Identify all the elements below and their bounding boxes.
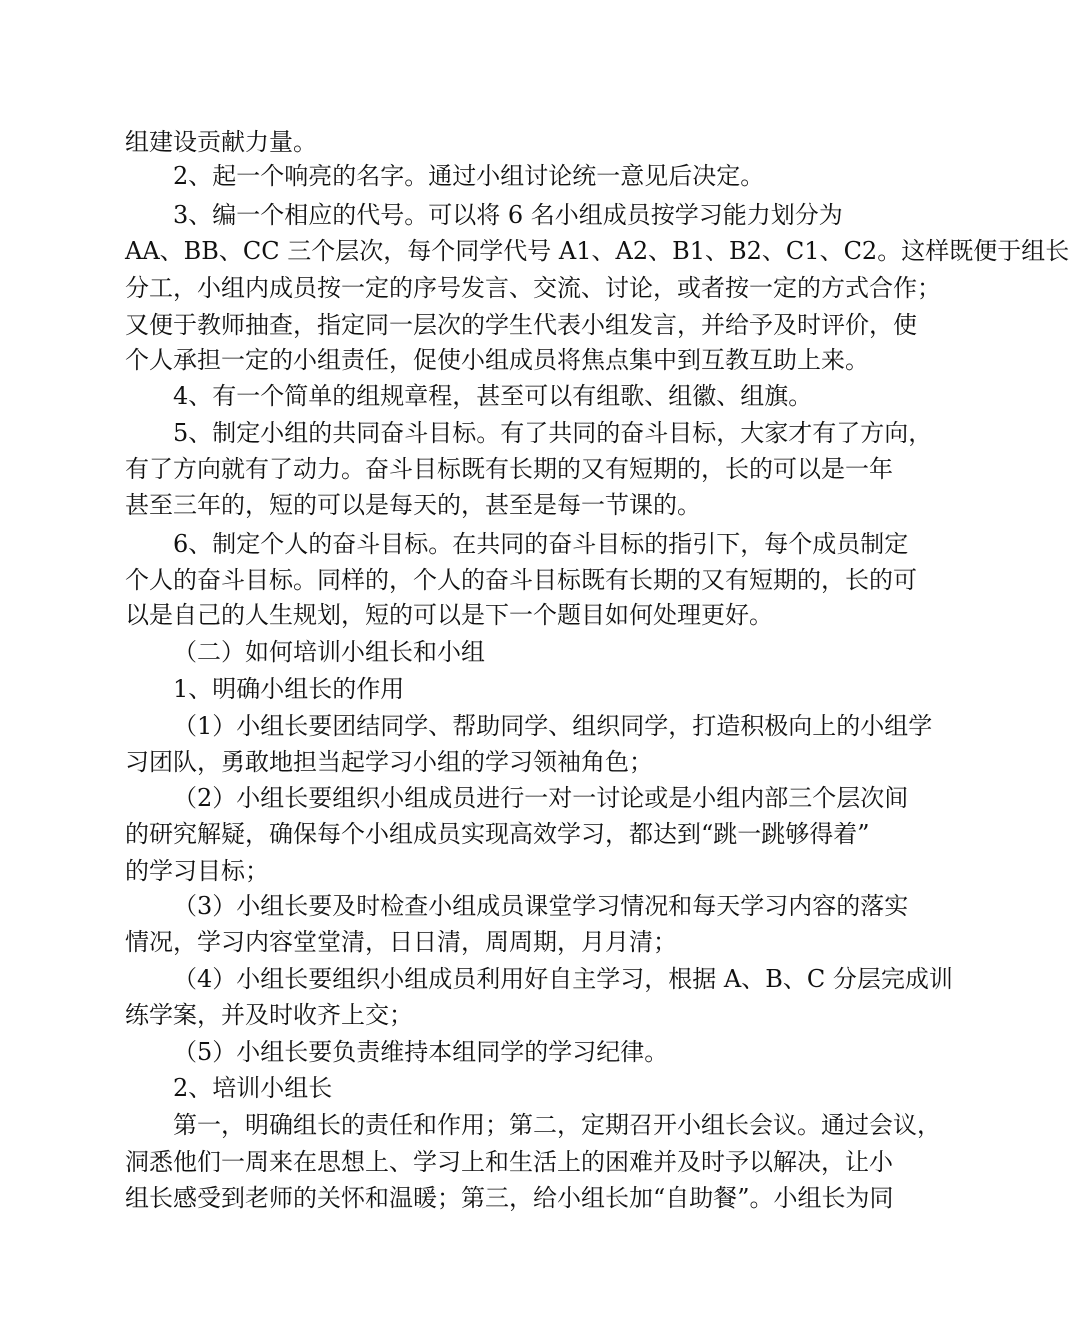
text-line: 又便于教师抽查，指定同一层次的学生代表小组发言，并给予及时评价，使	[125, 311, 917, 339]
text-line: 的学习目标；	[125, 857, 269, 885]
text-line: （2）小组长要组织小组成员进行一对一讨论或是小组内部三个层次间	[173, 784, 909, 812]
text-line: 分工，小组内成员按一定的序号发言、交流、讨论，或者按一定的方式合作；	[125, 274, 941, 302]
text-line: 个人的奋斗目标。同样的，个人的奋斗目标既有长期的又有短期的，长的可	[125, 566, 917, 594]
text-line: （1）小组长要团结同学、帮助同学、组织同学，打造积极向上的小组学	[173, 712, 933, 740]
text-line: 组建设贡献力量。	[125, 128, 317, 156]
subsection-heading: 1、明确小组长的作用	[173, 675, 405, 703]
text-line: （4）小组长要组织小组成员利用好自主学习，根据 A、B、C 分层完成训	[173, 965, 953, 993]
subsection-heading: 2、培训小组长	[173, 1074, 333, 1102]
section-heading: （二）如何培训小组长和小组	[173, 638, 485, 666]
text-line: 习团队，勇敢地担当起学习小组的学习领袖角色；	[125, 748, 653, 776]
text-line: 6、制定个人的奋斗目标。在共同的奋斗目标的指引下，每个成员制定	[173, 530, 909, 558]
text-line: （5）小组长要负责维持本组同学的学习纪律。	[173, 1038, 669, 1066]
text-line: 第一，明确组长的责任和作用；第二，定期召开小组长会议。通过会议，	[173, 1111, 941, 1139]
text-line: 洞悉他们一周来在思想上、学习上和生活上的困难并及时予以解决，让小	[125, 1148, 893, 1176]
text-line: 4、有一个简单的组规章程，甚至可以有组歌、组徽、组旗。	[173, 382, 813, 410]
text-line: AA、BB、CC 三个层次，每个同学代号 A1、A2、B1、B2、C1、C2。这样既便于组长	[125, 237, 1069, 265]
text-line: 组长感受到老师的关怀和温暖；第三，给小组长加“自助餐”。小组长为同	[125, 1184, 894, 1212]
text-line: （3）小组长要及时检查小组成员课堂学习情况和每天学习内容的落实	[173, 892, 909, 920]
text-line: 有了方向就有了动力。奋斗目标既有长期的又有短期的，长的可以是一年	[125, 455, 893, 483]
text-line: 甚至三年的，短的可以是每天的，甚至是每一节课的。	[125, 491, 701, 519]
text-line: 的研究解疑，确保每个小组成员实现高效学习，都达到“跳一跳够得着”	[125, 820, 870, 848]
text-line: 练学案，并及时收齐上交；	[125, 1001, 413, 1029]
text-line: 3、编一个相应的代号。可以将 6 名小组成员按学习能力划分为	[173, 201, 843, 229]
text-line: 情况，学习内容堂堂清，日日清，周周期，月月清；	[125, 928, 677, 956]
text-line: 以是自己的人生规划，短的可以是下一个题目如何处理更好。	[125, 601, 773, 629]
text-line: 个人承担一定的小组责任，促使小组成员将焦点集中到互教互助上来。	[125, 346, 869, 374]
text-line: 5、制定小组的共同奋斗目标。有了共同的奋斗目标，大家才有了方向，	[173, 419, 933, 447]
text-line: 2、起一个响亮的名字。通过小组讨论统一意见后决定。	[173, 162, 765, 190]
